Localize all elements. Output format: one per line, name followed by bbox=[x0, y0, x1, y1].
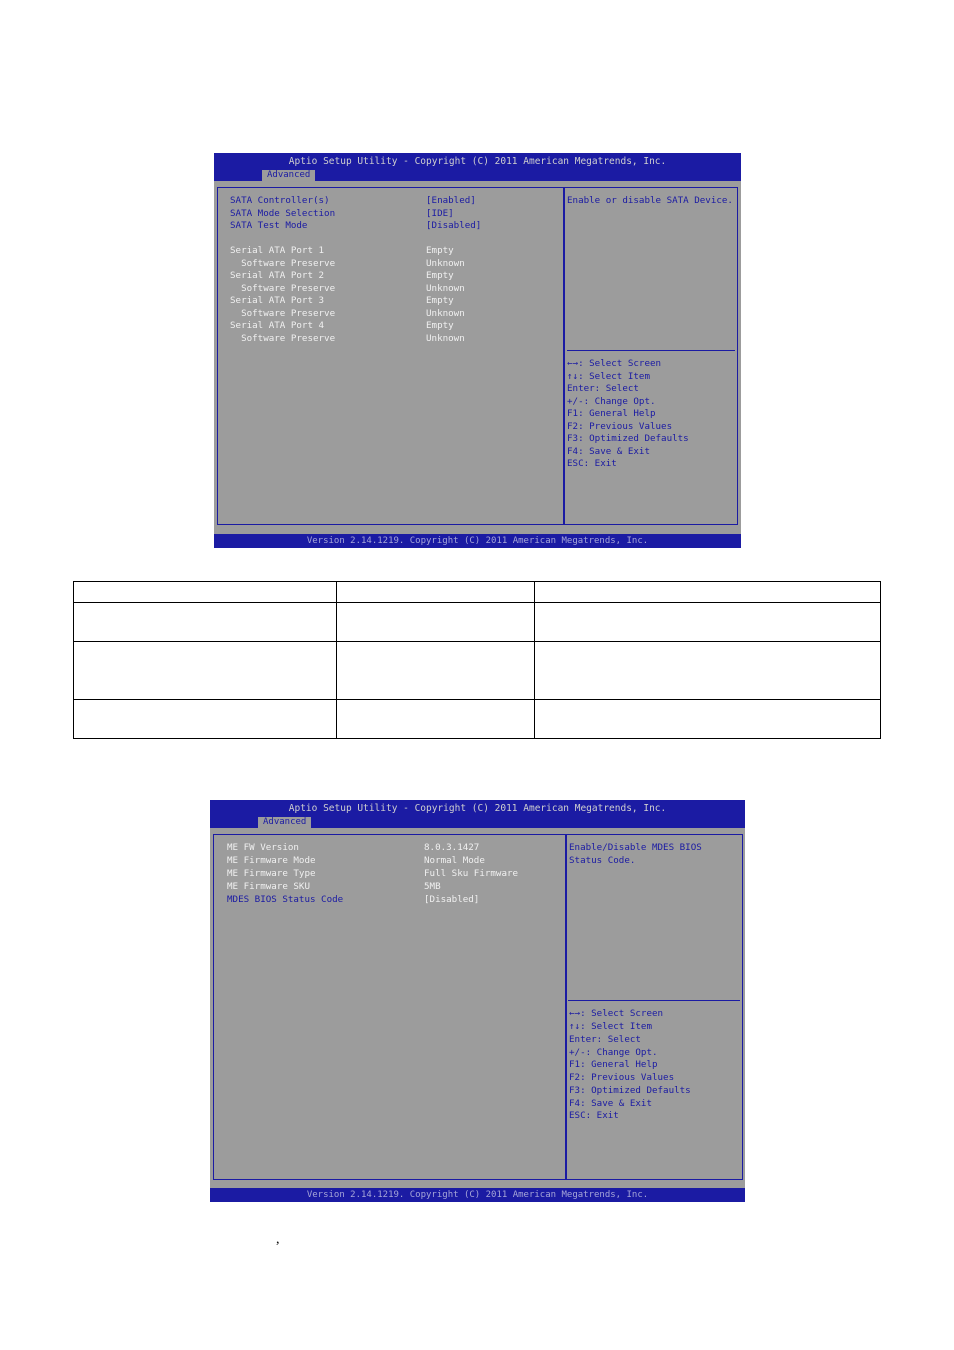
sata-controllers-label[interactable]: SATA Controller(s) bbox=[230, 195, 330, 206]
help-text-line-1: Enable/Disable MDES BIOS bbox=[569, 842, 702, 853]
table-cell bbox=[337, 700, 535, 739]
serial-ata-port-2-label: Serial ATA Port 2 bbox=[230, 270, 325, 281]
me-firmware-type-value: Full Sku Firmware bbox=[424, 868, 519, 879]
table-cell bbox=[337, 603, 535, 642]
key-esc-exit: ESC: Exit bbox=[567, 458, 617, 469]
tab-advanced[interactable]: Advanced bbox=[262, 170, 315, 181]
help-divider bbox=[568, 1000, 740, 1001]
key-esc-exit: ESC: Exit bbox=[569, 1110, 619, 1121]
bios-footer: Version 2.14.1219. Copyright (C) 2011 American Megatrends, Inc. bbox=[306, 536, 649, 546]
me-fw-version-label: ME FW Version bbox=[227, 842, 299, 853]
serial-ata-port-1-value: Empty bbox=[426, 245, 454, 256]
me-fw-version-value: 8.0.3.1427 bbox=[424, 842, 480, 853]
table-cell bbox=[74, 642, 337, 700]
help-panel bbox=[566, 834, 743, 1180]
me-firmware-mode-label: ME Firmware Mode bbox=[227, 855, 316, 866]
bios-title: Aptio Setup Utility - Copyright (C) 2011 American Megatrends, Inc. bbox=[288, 803, 667, 814]
table-row bbox=[74, 603, 881, 642]
key-previous-values: F2: Previous Values bbox=[569, 1072, 675, 1083]
key-enter-select: Enter: Select bbox=[569, 1034, 641, 1045]
me-firmware-sku-value: 5MB bbox=[424, 881, 441, 892]
key-change-opt: +/-: Change Opt. bbox=[567, 395, 656, 407]
key-change-opt: +/-: Change Opt. bbox=[569, 1047, 658, 1058]
stray-comma: , bbox=[276, 1232, 280, 1247]
help-divider bbox=[567, 350, 735, 351]
serial-ata-port-4-value: Empty bbox=[426, 320, 454, 331]
key-general-help: F1: General Help bbox=[567, 408, 656, 419]
software-preserve-2-label: Software Preserve bbox=[230, 282, 336, 294]
software-preserve-3-value: Unknown bbox=[426, 307, 465, 319]
software-preserve-2-value: Unknown bbox=[426, 282, 465, 294]
bios-body bbox=[214, 181, 741, 534]
options-table bbox=[73, 581, 881, 739]
table-header-cell bbox=[337, 582, 535, 603]
me-firmware-type-label: ME Firmware Type bbox=[227, 868, 316, 879]
bios-title: Aptio Setup Utility - Copyright (C) 2011 American Megatrends, Inc. bbox=[288, 156, 667, 167]
serial-ata-port-3-value: Empty bbox=[426, 295, 454, 306]
serial-ata-port-4-label: Serial ATA Port 4 bbox=[230, 320, 325, 331]
key-save-exit: F4: Save & Exit bbox=[569, 1098, 652, 1109]
key-select-item: ↑↓: Select Item bbox=[569, 1021, 652, 1032]
table-cell bbox=[535, 603, 881, 642]
serial-ata-port-3-label: Serial ATA Port 3 bbox=[230, 295, 325, 306]
sata-test-mode-label[interactable]: SATA Test Mode bbox=[230, 220, 308, 231]
key-optimized-defaults: F3: Optimized Defaults bbox=[567, 433, 689, 444]
table-row bbox=[74, 642, 881, 700]
key-general-help: F1: General Help bbox=[569, 1059, 658, 1070]
table-cell bbox=[535, 642, 881, 700]
table-cell bbox=[535, 700, 881, 739]
table-cell bbox=[74, 603, 337, 642]
table-cell bbox=[74, 700, 337, 739]
key-optimized-defaults: F3: Optimized Defaults bbox=[569, 1085, 691, 1096]
serial-ata-port-2-value: Empty bbox=[426, 270, 454, 281]
sata-controllers-value[interactable]: [Enabled] bbox=[426, 195, 476, 206]
me-firmware-mode-value: Normal Mode bbox=[424, 855, 485, 866]
help-text-line-2: Status Code. bbox=[569, 855, 636, 866]
table-header-cell bbox=[74, 582, 337, 603]
key-previous-values: F2: Previous Values bbox=[567, 420, 673, 432]
key-select-screen: ←→: Select Screen bbox=[567, 358, 662, 369]
serial-ata-port-1-label: Serial ATA Port 1 bbox=[230, 245, 325, 256]
software-preserve-1-label: Software Preserve bbox=[230, 257, 336, 269]
bios-footer: Version 2.14.1219. Copyright (C) 2011 American Megatrends, Inc. bbox=[306, 1190, 649, 1200]
key-select-screen: ←→: Select Screen bbox=[569, 1008, 664, 1019]
table-header-cell bbox=[535, 582, 881, 603]
key-enter-select: Enter: Select bbox=[567, 383, 639, 394]
table-header-row bbox=[74, 582, 881, 603]
mdes-bios-status-code-value[interactable]: [Disabled] bbox=[424, 894, 480, 905]
me-firmware-sku-label: ME Firmware SKU bbox=[227, 881, 310, 892]
settings-panel bbox=[217, 187, 564, 525]
help-panel bbox=[564, 187, 738, 525]
tab-advanced[interactable]: Advanced bbox=[258, 817, 311, 828]
software-preserve-4-value: Unknown bbox=[426, 332, 465, 344]
software-preserve-3-label: Software Preserve bbox=[230, 307, 336, 319]
sata-mode-selection-value[interactable]: [IDE] bbox=[426, 207, 454, 219]
key-select-item: ↑↓: Select Item bbox=[567, 370, 650, 382]
software-preserve-4-label: Software Preserve bbox=[230, 332, 336, 344]
mdes-bios-status-code-label[interactable]: MDES BIOS Status Code bbox=[227, 894, 344, 905]
help-text: Enable or disable SATA Device. bbox=[567, 195, 733, 206]
sata-mode-selection-label[interactable]: SATA Mode Selection bbox=[230, 207, 336, 219]
table-cell bbox=[337, 642, 535, 700]
software-preserve-1-value: Unknown bbox=[426, 257, 465, 269]
table-row bbox=[74, 700, 881, 739]
sata-test-mode-value[interactable]: [Disabled] bbox=[426, 220, 482, 231]
key-save-exit: F4: Save & Exit bbox=[567, 445, 650, 457]
